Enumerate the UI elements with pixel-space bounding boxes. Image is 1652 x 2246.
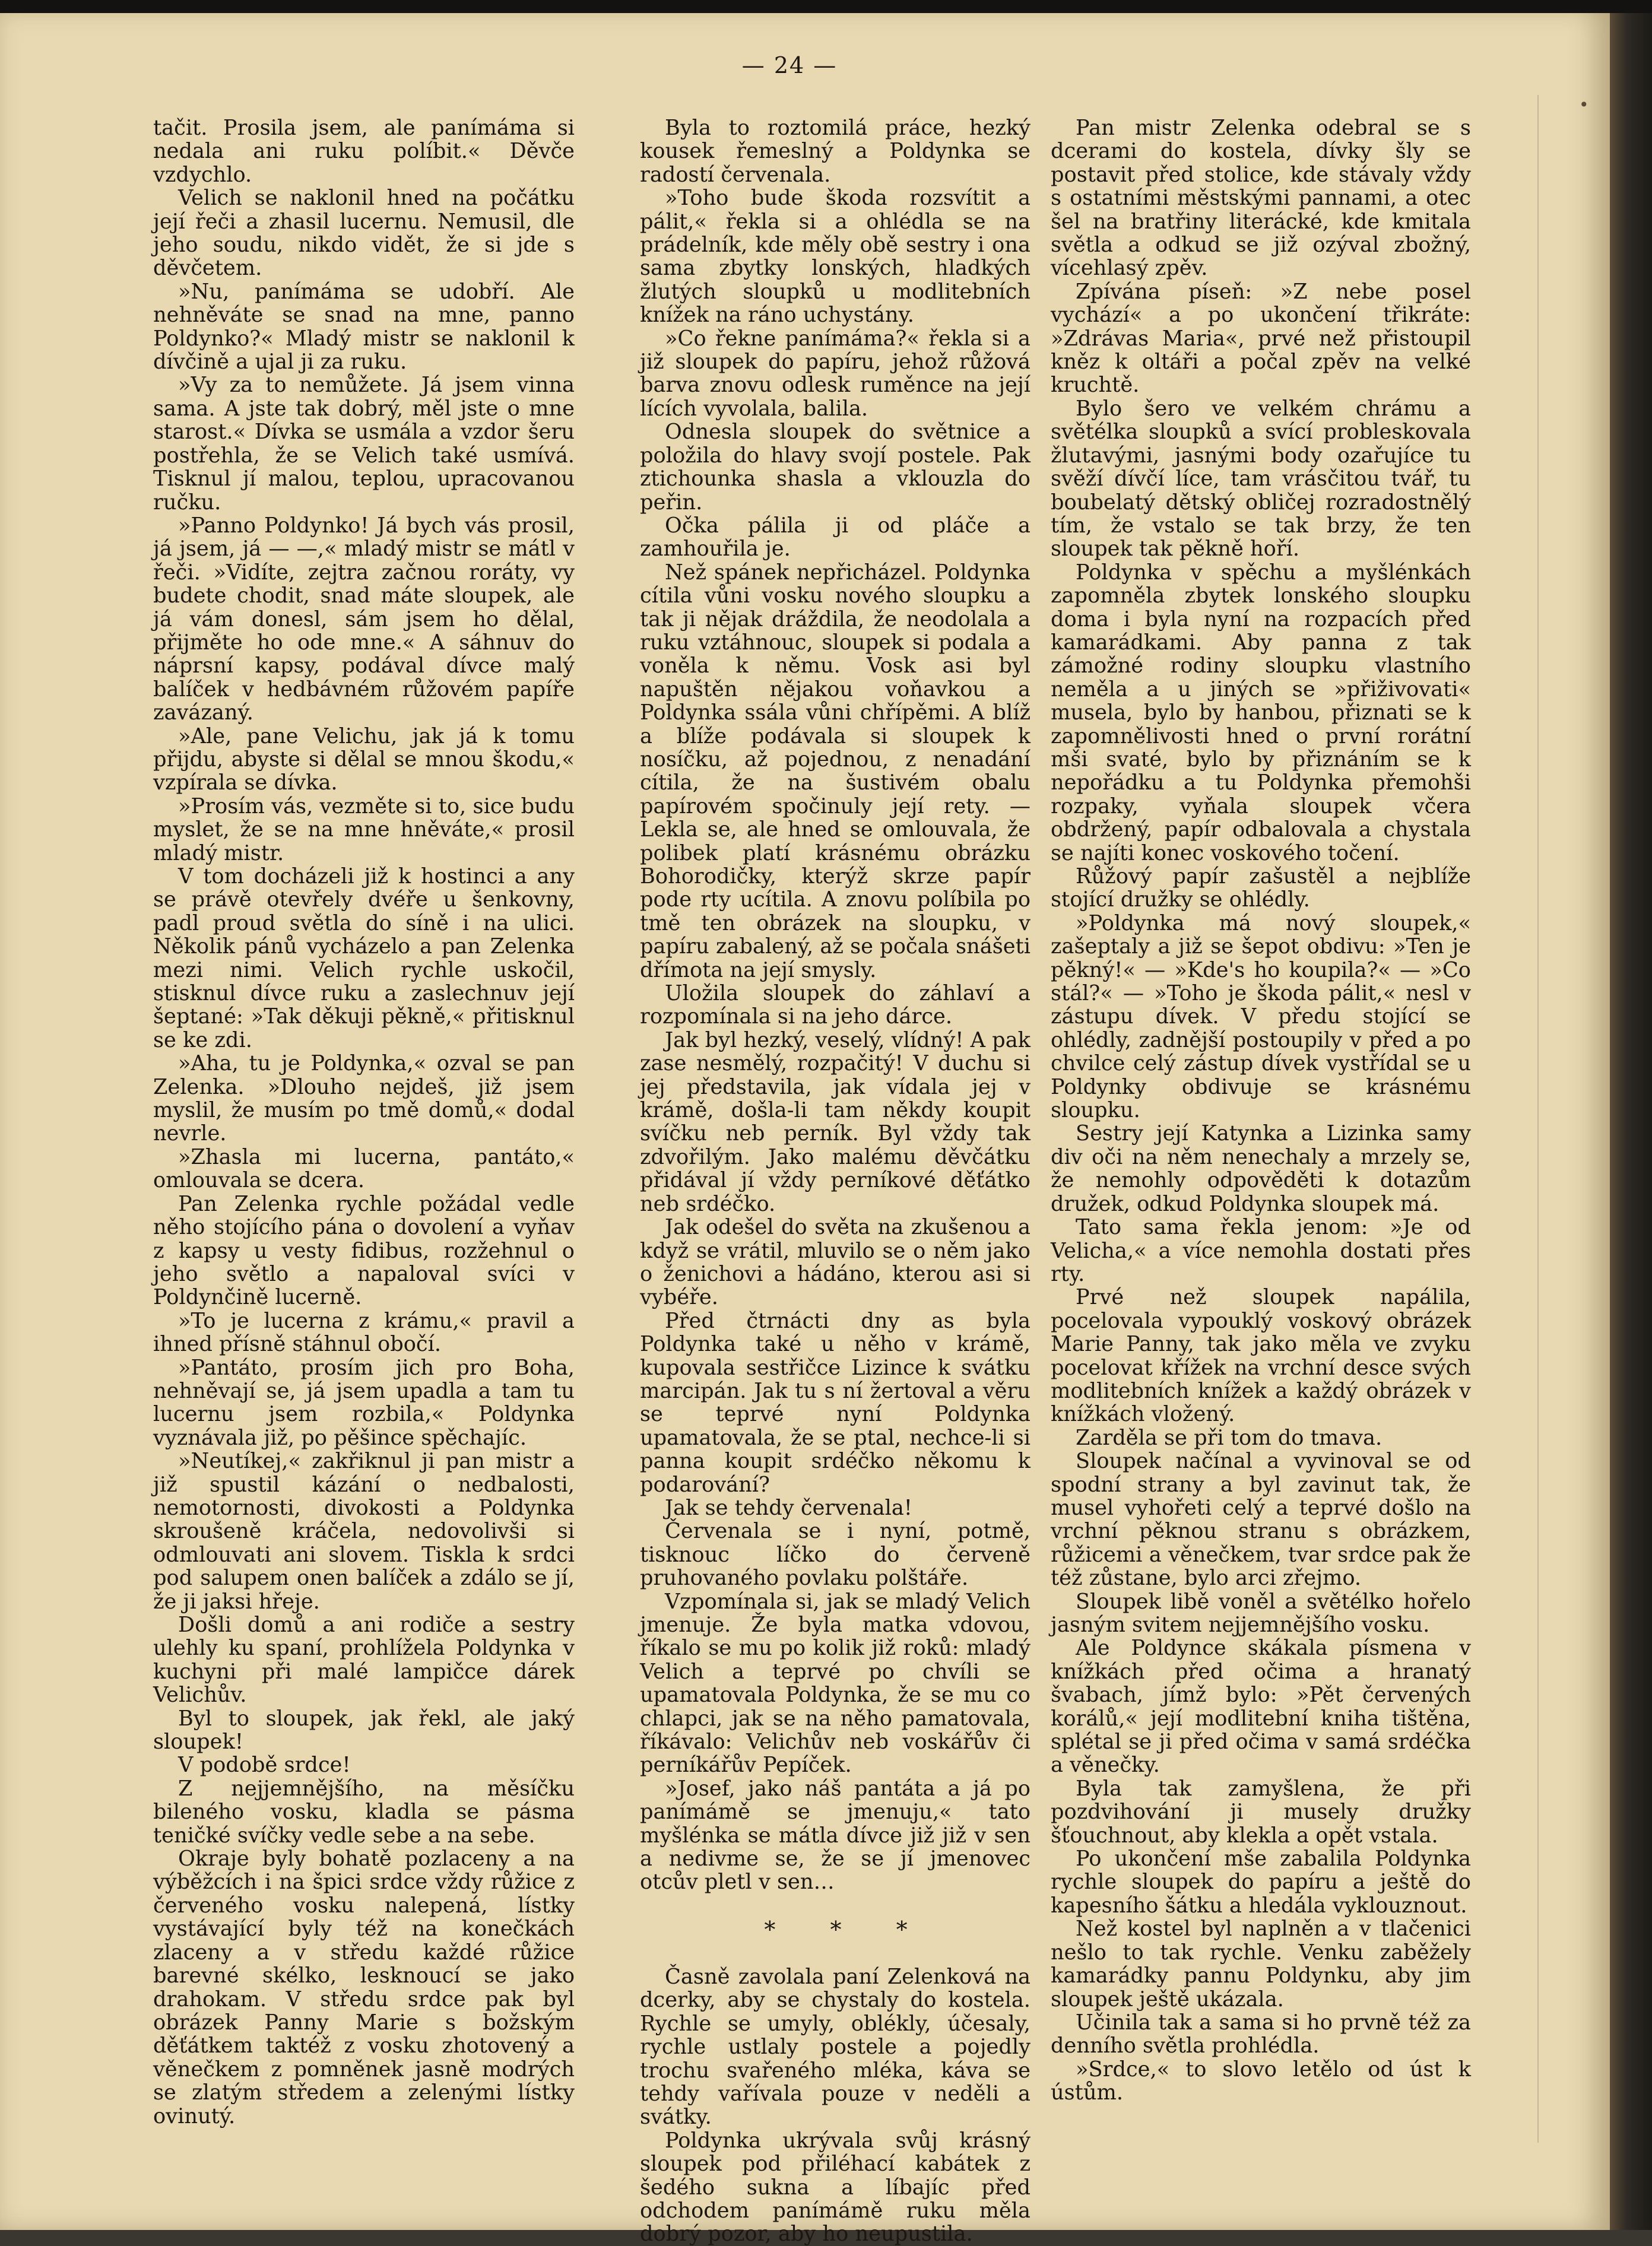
paragraph: Sloupek libě voněl a světélko hořelo jasným svitem nejjemnějšího vosku. (1051, 1589, 1471, 1637)
paragraph: V tom docházeli již k hostinci a any se právě otevřely dvéře u šenkovny, padl proud světla do síně i na ulici. Několik pánů vycházelo a pan Zelenka mezi nimi. Velich rychle uskočil, stisknul dívce ruku a zaslechnuv její šeptané: »Tak děkuji pěkně,« přitisknul se ke zdi. (153, 864, 575, 1052)
paragraph: Odnesla sloupek do světnice a položila do hlavy svojí postele. Pak ztichounka shasla a vklouzla do peřin. (640, 420, 1030, 515)
paragraph: Bylo šero ve velkém chrámu a světélka sloupků a svící probleskovala žlutavými, jasnými body ozařujíce tu svěží dívčí líce, tam vrásčitou tvář, tu boubelatý dětský obličej rozradostnělý tím, že vstalo se tak brzy, že ten sloupek tak pěkně hoří. (1051, 396, 1471, 562)
paragraph: »Zhasla mi lucerna, pantáto,« omlouvala se dcera. (153, 1144, 575, 1193)
text-column-left (153, 116, 575, 2128)
paragraph: Byla to roztomilá práce, hezký kousek řemeslný a Poldynka se radostí červenala. (640, 116, 1030, 187)
paragraph: Než spánek nepřicházel. Poldynka cítila vůni vosku nového sloupku a tak ji nějak dráždila, že neodolala a ruku vztáhnouc, sloupek si podala a voněla k němu. Vosk asi byl napuštěn nějakou voňavkou a Poldynka ssála vůni chřípěmi. A blíž a blíže podávala si sloupek k nosíčku, až pojednou, z nenadání cítila, že na šustivém obalu papírovém spočinuly její rety. — Lekla se, ale hned se omlouvala, že polibek platí krásnému obrázku Bohorodičky, kterýž skrze papír pode rty ucítila. A znovu políbila po tmě ten obrázek na sloupku, v papíru zabalený, až se počala snášeti dřímota na její smysly. (640, 560, 1030, 982)
paragraph: tačit. Prosila jsem, ale panímáma si nedala ani ruku políbit.« Děvče vzdychlo. (153, 116, 575, 187)
paragraph: Tato sama řekla jenom: »Je od Velicha,« a více nemohla dostati přes rty. (1051, 1215, 1471, 1286)
paragraph: »Pantáto, prosím jich pro Boha, nehněvají se, já jsem upadla a tam tu lucernu jsem rozbila,« Poldynka vyznávala již, po pěšince spěchajíc. (153, 1355, 575, 1450)
paragraph: Očka pálila ji od pláče a zamhouřila je. (640, 513, 1030, 562)
paragraph: »Aha, tu je Poldynka,« ozval se pan Zelenka. »Dlouho nejdeš, již jsem myslil, že musím po tmě domů,« dodal nevrle. (153, 1051, 575, 1146)
paragraph: Poldynka v spěchu a myšlénkách zapomněla zbytek lonského sloupku doma i byla nyní na rozpacích před kamarádkami. Aby panna z tak zámožné rodiny sloupku vlastního neměla a u jiných se »přiživovati« musela, bylo by hanbou, přiznati se k zapomnělivosti hned o první rorátní mši svaté, bylo by přiznáním se k nepořádku a tu Poldynka přemohši rozpaky, vyňala sloupek včera obdržený, papír odbalovala a chystala se najíti konec voskového točení. (1051, 560, 1471, 865)
paragraph: »Nu, panímáma se udobří. Ale nehněváte se snad na mne, panno Poldynko?« Mladý mistr se naklonil k dívčině a ujal ji za ruku. (153, 279, 575, 375)
paragraph: Jak se tehdy červenala! (665, 1495, 912, 1520)
paragraph: Časně zavolala paní Zelenková na dcerky, aby se chystaly do kostela. Rychle se umyly, oblékly, účesaly, rychle ustlaly postele a pojedly trochu svařeného mléka, káva se tehdy vařívala pouze v neděli a svátky. (640, 1964, 1030, 2130)
page-number: — 24 — (741, 52, 838, 78)
paragraph: »Prosím vás, vezměte si to, sice budu myslet, že se na mne hněváte,« prosil mladý mistr. (153, 794, 575, 865)
paragraph: Okraje byly bohatě pozlaceny a na výběžcích i na špici srdce vždy růžice z červeného vosku nalepená, lístky vystávající byly též na konečkách zlaceny a v středu každé růžice barevné skélko, lesknoucí se jako drahokam. V středu srdce pak byl obrázek Panny Marie s božským děťátkem taktéž z vosku zhotovený a věnečkem z pomněnek jasně modrých se zlatým středem a zelenými lístky ovinutý. (153, 1847, 575, 2128)
paragraph: Před čtrnácti dny as byla Poldynka také u něho v krámě, kupovala sestřičce Lizince k svátku marcipán. Jak tu s ní žertoval a věru se teprvé nyní Poldynka upamatovala, že se ptal, nechce-li si panna koupit srdéčko někomu k podarování? (640, 1308, 1030, 1497)
ink-speck: • (1579, 95, 1589, 115)
paragraph: Zpívána píseň: »Z nebe posel vychází« a po ukončení třikráte: »Zdrávas Maria«, prvé než přistoupil kněz k oltáři a počal zpěv na velké kruchtě. (1051, 279, 1471, 398)
paragraph: »Ale, pane Velichu, jak já k tomu přijdu, abyste si dělal se mnou škodu,« vzpírala se dívka. (153, 724, 575, 795)
paragraph: »Srdce,« to slovo letělo od úst k ústům. (1051, 2057, 1471, 2105)
page-edge (1610, 0, 1652, 2230)
paragraph: Růžový papír zašustěl a nejblíže stojící družky se ohlédly. (1051, 864, 1471, 912)
paragraph: Z nejjemnějšího, na měsíčku bileného vosku, kladla se pásma teničké svíčky vedle sebe a na sebe. (153, 1776, 575, 1848)
text-column-right (1051, 116, 1471, 2105)
paragraph: Sestry její Katynka a Lizinka samy div oči na něm nenechaly a mrzely se, že nemohly odpověděti k dotazům družek, odkud Poldynka sloupek má. (1051, 1121, 1471, 1216)
paragraph: Červenala se i nyní, potmě, tisknouc líčko do červeně pruhovaného povlaku polštáře. (640, 1519, 1030, 1591)
page-fold-shadow (1537, 95, 1539, 2143)
paragraph: »Vy za to nemůžete. Já jsem vinna sama. A jste tak dobrý, měl jste o mne starost.« Dívka se usmála a vzdor šeru postřehla, že se Velich také usmívá. Tisknul jí malou, teplou, upracovanou ručku. (153, 373, 575, 515)
paragraph: Byl to sloupek, jak řekl, ale jaký sloupek! (153, 1706, 575, 1755)
paragraph: Došli domů a ani rodiče a sestry ulehly ku spaní, prohlížela Poldynka v kuchyni při malé lampičce dárek Velichův. (153, 1613, 575, 1708)
paragraph: Po ukončení mše zabalila Poldynka rychle sloupek do papíru a ještě do kapesního šátku a hledála vyklouznout. (1051, 1847, 1471, 1918)
paragraph: »Co řekne panímáma?« řekla si a již sloupek do papíru, jehož růžová barva znovu odlesk ruměnce na její lících vyvolala, balila. (640, 326, 1030, 421)
paragraph: »Toho bude škoda rozsvítit a pálit,« řekla si a ohlédla se na prádelník, kde měly obě sestry i ona sama zbytky lonských, hladkých žlutých sloupků u modlitebních knížek na ráno uchystány. (640, 186, 1030, 328)
scan-border (0, 0, 1652, 13)
paragraph: »Josef, jako náš pantáta a já po panímámě se jmenuju,« tato myšlénka se mátla dívce již již v sen a nedivme se, že se jí jmenovec otcův pletl v sen… (640, 1776, 1030, 1895)
section-separator: * * * (764, 1916, 931, 1943)
paragraph: »To je lucerna z krámu,« pravil a ihned přísně stáhnul obočí. (153, 1308, 575, 1357)
paragraph: Učinila tak a sama si ho prvně též za denního světla prohlédla. (1051, 2010, 1471, 2058)
paragraph: Než kostel byl naplněn a v tlačenici nešlo to tak rychle. Venku zaběžely kamarádky pannu Poldynku, aby jim sloupek ještě ukázala. (1051, 1917, 1471, 2012)
paragraph: V podobě srdce! (178, 1753, 351, 1778)
paragraph: Velich se naklonil hned na počátku její řeči a zhasil lucernu. Nemusil, dle jeho soudu, nikdo vidět, že si jde s děvčetem. (153, 186, 575, 281)
paragraph: Uložila sloupek do záhlaví a rozpomínala si na jeho dárce. (640, 981, 1030, 1029)
paragraph: Zarděla se při tom do tmava. (1076, 1425, 1383, 1450)
paragraph: Pan mistr Zelenka odebral se s dcerami do kostela, dívky šly se postavit před stolice, kde stávaly vždy s ostatními městskými pannami, a otec šel na bratřiny literácké, kde kmitala světla a odkud se již ozýval zbožný, vícehlasý zpěv. (1051, 116, 1471, 281)
paragraph: »Neutíkej,« zakřiknul ji pan mistr a již spustil kázání o nedbalosti, nemotornosti, divokosti a Poldynka skroušeně kráčela, nedovolivši si odmlouvati ani slovem. Tiskla k srdci pod salupem onen balíček a zdálo se jí, že ji jaksi hřeje. (153, 1449, 575, 1614)
paragraph: Poldynka ukrývala svůj krásný sloupek pod přiléhací kabátek z šedého sukna a líbajíc před odchodem panímámě ruku měla dobrý pozor, aby ho neupustila. (640, 2128, 1030, 2246)
paragraph: »Panno Poldynko! Já bych vás prosil, já jsem, já — —,« mladý mistr se mátl v řeči. »Vidíte, zejtra začnou roráty, vy budete chodit, snad máte sloupek, ale já vám donesl, sám jsem ho dělal, přijměte ho ode mne.« A sáhnuv do náprsní kapsy, podával dívce malý balíček v hedbávném růžovém papíře zavázaný. (153, 513, 575, 725)
paragraph: Byla tak zamyšlena, že při pozdvihování ji musely družky šťouchnout, aby klekla a opět vstala. (1051, 1776, 1471, 1848)
paragraph: Sloupek načínal a vyvinoval se od spodní strany a byl zavinut tak, že musel vyhořeti celý a teprvé došlo na vrchní pěknou stranu s obrázkem, růžicemi a věnečkem, tvar srdce pak že též zůstane, bylo arci zřejmo. (1051, 1449, 1471, 1591)
paragraph: Jak odešel do světa na zkušenou a když se vrátil, mluvilo se o něm jako o ženichovi a hádáno, kterou asi si vybéře. (640, 1215, 1030, 1310)
paragraph: Pan Zelenka rychle požádal vedle něho stojícího pána o dovolení a vyňav z kapsy u vesty fidibus, rozžehnul o jeho světlo a napaloval svíci v Poldynčině lucerně. (153, 1191, 575, 1310)
paragraph: »Poldynka má nový sloupek,« zašeptaly a již se šepot obdivu: »Ten je pěkný!« — »Kde's ho koupila?« — »Co stál?« — »Toho je škoda pálit,« nesl v zástupu dívek. V předu stojící se ohlédly, zadnější postoupily v před a po chvilce celý zástup dívek vystřídal se u Poldynky obdivuje se krásnému sloupku. (1051, 911, 1471, 1123)
paragraph: Vzpomínala si, jak se mladý Velich jmenuje. Že byla matka vdovou, říkalo se mu po kolik již roků: mladý Velich a teprvé po chvíli se upamatovala Poldynka, že se mu co chlapci, jak se na něho pamatovala, říkávalo: Velichův neb voskářův či perníkářův Pepíček. (640, 1589, 1030, 1778)
paragraph: Jak byl hezký, veselý, vlídný! A pak zase nesmělý, rozpačitý! V duchu si jej představila, jak vídala jej v krámě, došla-li tam někdy koupit svíčku neb perník. Byl vždy tak zdvořilým. Jako malému děvčátku přidával jí vždy perníkové děťátko neb srdéčko. (640, 1027, 1030, 1216)
paragraph: Ale Poldynce skákala písmena v knížkách před očima a hranatý švabach, jímž bylo: »Pět červených korálů,« její modlitební kniha tištěna, splétal se ji před očima v samá srdéčka a věnečky. (1051, 1636, 1471, 1778)
text-column-middle (640, 116, 1030, 2246)
paragraph: Prvé než sloupek napálila, pocelovala vypouklý voskový obrázek Marie Panny, tak jako měla ve zvyku pocelovat křížek na vrchní desce svých modlitebních knížek a každý obrázek v knížkách vložený. (1051, 1285, 1471, 1427)
